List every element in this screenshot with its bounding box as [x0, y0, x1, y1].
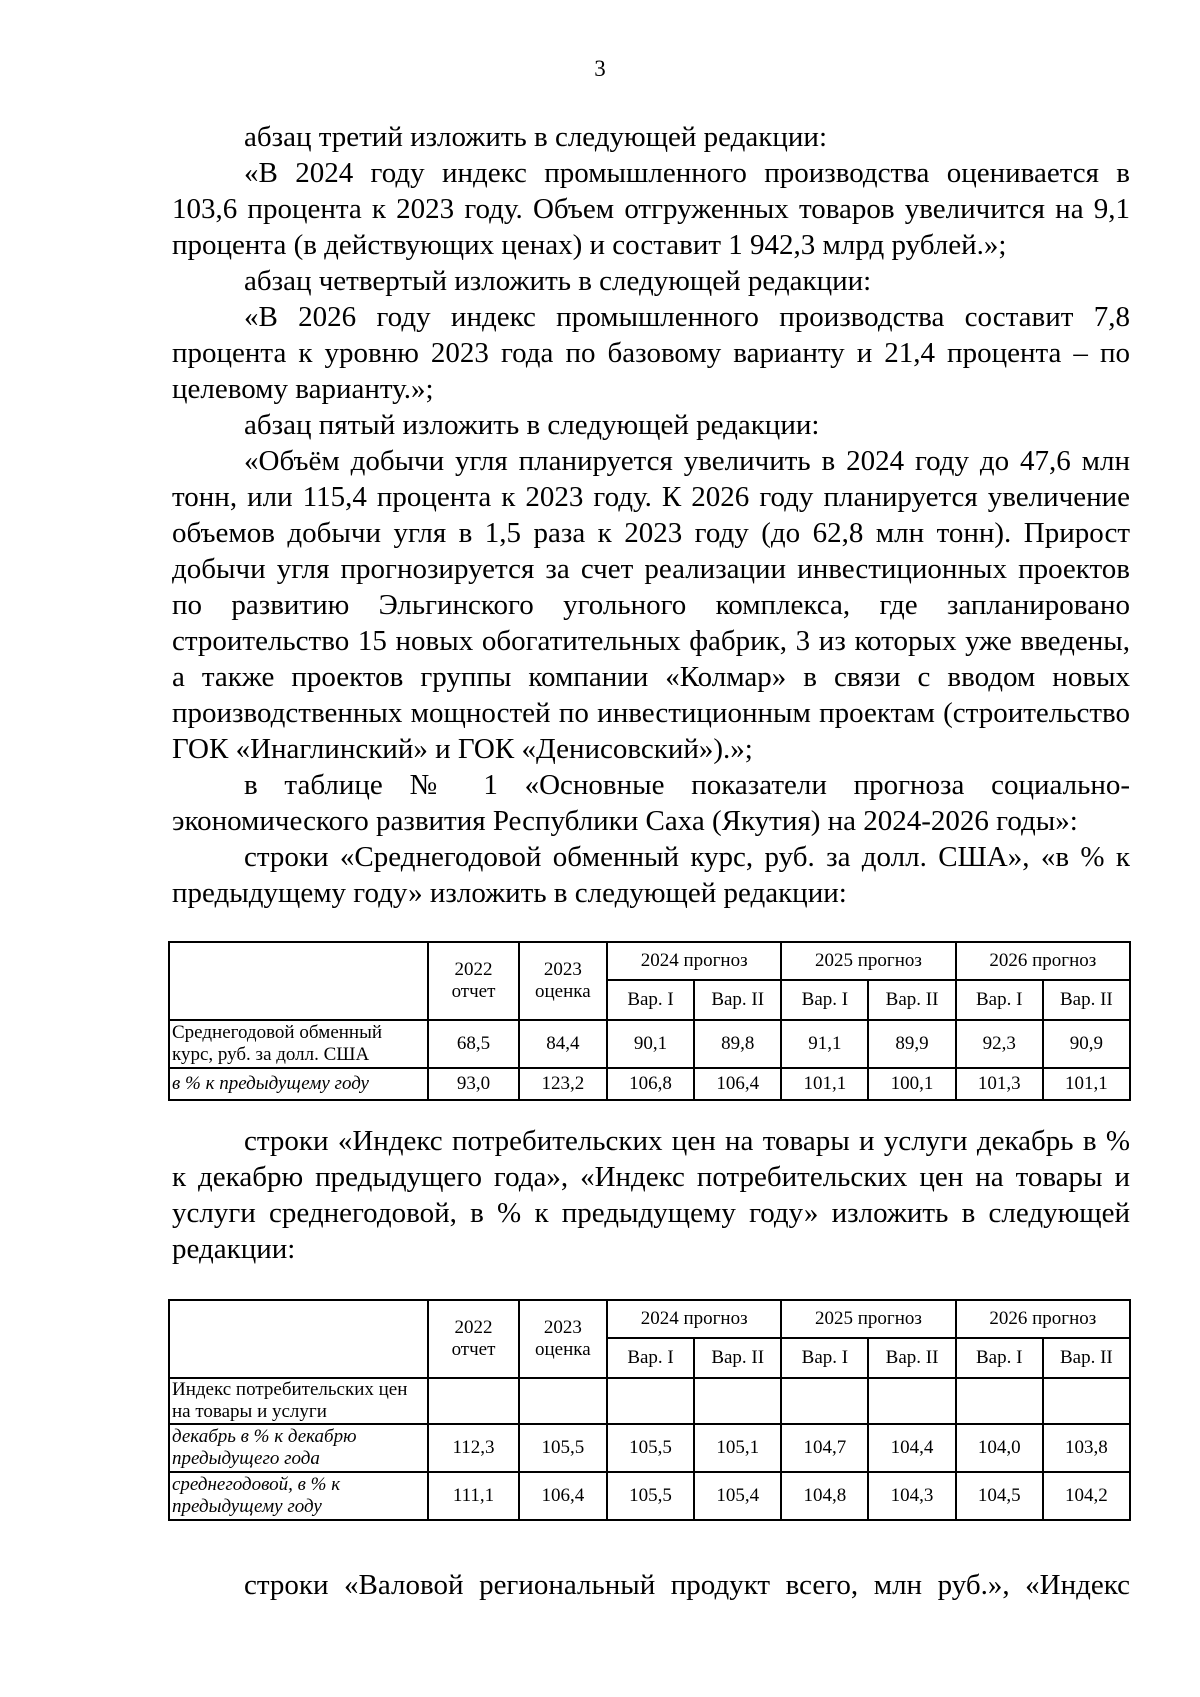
paragraph: абзац пятый изложить в следующей редакции: [244, 409, 820, 441]
header-variant-1: Вар. I [607, 1338, 694, 1378]
header-variant-1: Вар. I [607, 980, 694, 1020]
table-cell: 106,8 [607, 1068, 694, 1100]
table-row [169, 1020, 1130, 1068]
table-cell: 105,4 [694, 1472, 781, 1520]
page-number: 3 [594, 56, 606, 81]
header-empty-cell [169, 942, 428, 1020]
table-cell [868, 1378, 955, 1424]
paragraph: «В 2024 году индекс промышленного производства оценивается в 103,6 процента к 2023 году. Объем отгруженных товаров увеличится на 9,1 процента (в действующих ценах) и составит 1 942,3 млрд рублей.»; [172, 157, 1130, 261]
table-row [169, 1424, 1130, 1472]
body-text-top [172, 119, 1130, 911]
paragraph: «В 2026 году индекс промышленного производства составит 7,8 процента к уровню 2023 года по базовому варианту и 21,4 процента – по целевому варианту.»; [172, 301, 1130, 405]
paragraph: строки «Валовой региональный продукт всего, млн руб.», «Индекс [244, 1569, 1130, 1601]
table-cell: 101,3 [956, 1068, 1043, 1100]
table-cell: 104,7 [781, 1424, 868, 1472]
row-group-label: Индекс потребительских цен на товары и услуги [169, 1378, 428, 1424]
header-variant-1: Вар. I [781, 1338, 868, 1378]
table-cell: 91,1 [781, 1020, 868, 1068]
paragraph: в таблице № 1 «Основные показатели прогноза социально-экономического развития Республики Саха (Якутия) на 2024-2026 годы»: [172, 769, 1130, 837]
table-cell: 89,8 [694, 1020, 781, 1068]
table-cell: 106,4 [519, 1472, 607, 1520]
table-cell [694, 1378, 781, 1424]
table-cell: 105,5 [519, 1424, 607, 1472]
table-cell: 104,0 [956, 1424, 1043, 1472]
header-2022: 2022 отчет [428, 1300, 518, 1378]
table-cell: 68,5 [428, 1020, 518, 1068]
table-row [169, 1378, 1130, 1424]
paragraph: «Объём добычи угля планируется увеличить в 2024 году до 47,6 млн тонн, или 115,4 процента к 2023 году. К 2026 году планируется увеличение объемов добычи угля в 1,5 раза к 2023 году (до 62,8 млн тонн). Прирост добычи угля прогнозируется за счет реализации инвестиционных проектов по развитию Эльгинского угольного комплекса, где запланировано строительство 15 новых обогатительных фабрик, 3 из которых уже введены, а также проектов группы компании «Колмар» в связи с вводом новых производственных мощностей по инвестиционным проектам (строительство ГОК «Инаглинский» и ГОК «Денисовский»).»; [172, 445, 1130, 765]
table-cell [428, 1378, 518, 1424]
paragraph: строки «Среднегодовой обменный курс, руб. за долл. США», «в % к предыдущему году» изложить в следующей редакции: [172, 841, 1130, 909]
row-label: декабрь в % к декабрю предыдущего года [169, 1424, 428, 1472]
table-cell: 93,0 [428, 1068, 518, 1100]
header-2026-forecast: 2026 прогноз [956, 942, 1130, 980]
table-cell: 103,8 [1043, 1424, 1130, 1472]
exchange-rate-table [168, 941, 1131, 1101]
header-variant-1: Вар. I [956, 1338, 1043, 1378]
header-variant-2: Вар. II [868, 980, 955, 1020]
body-text-bottom [172, 1567, 1130, 1603]
table-cell: 112,3 [428, 1424, 518, 1472]
table-cell: 104,3 [868, 1472, 955, 1520]
table-cell: 105,5 [607, 1424, 694, 1472]
header-2026-forecast: 2026 прогноз [956, 1300, 1130, 1338]
body-text-middle [172, 1123, 1130, 1267]
table-row [169, 1068, 1130, 1100]
header-2023: 2023 оценка [519, 1300, 607, 1378]
table-row [169, 1472, 1130, 1520]
row-label: Среднегодовой обменный курс, руб. за долл. США [169, 1020, 428, 1068]
paragraph: строки «Индекс потребительских цен на товары и услуги декабрь в % к декабрю предыдущего года», «Индекс потребительских цен на товары и услуги среднегодовой, в % к предыдущему году» изложить в следующей редакции: [172, 1125, 1130, 1265]
table-cell: 84,4 [519, 1020, 607, 1068]
header-variant-2: Вар. II [1043, 1338, 1130, 1378]
table-cell: 105,1 [694, 1424, 781, 1472]
header-2023: 2023 оценка [519, 942, 607, 1020]
table-cell [1043, 1378, 1130, 1424]
table-cell [781, 1378, 868, 1424]
header-empty-cell [169, 1300, 428, 1378]
table-cell: 92,3 [956, 1020, 1043, 1068]
header-2024-forecast: 2024 прогноз [607, 942, 781, 980]
header-variant-2: Вар. II [1043, 980, 1130, 1020]
table-cell: 104,2 [1043, 1472, 1130, 1520]
header-variant-2: Вар. II [694, 1338, 781, 1378]
paragraph: абзац третий изложить в следующей редакции: [244, 121, 828, 153]
table-cell: 106,4 [694, 1068, 781, 1100]
table-cell: 90,1 [607, 1020, 694, 1068]
header-2025-forecast: 2025 прогноз [781, 942, 955, 980]
cpi-table [168, 1299, 1131, 1521]
table-cell [607, 1378, 694, 1424]
header-2025-forecast: 2025 прогноз [781, 1300, 955, 1338]
table-cell: 105,5 [607, 1472, 694, 1520]
table-cell: 123,2 [519, 1068, 607, 1100]
table-cell: 101,1 [781, 1068, 868, 1100]
table-cell: 104,5 [956, 1472, 1043, 1520]
header-variant-2: Вар. II [868, 1338, 955, 1378]
table-cell: 100,1 [868, 1068, 955, 1100]
header-variant-1: Вар. I [781, 980, 868, 1020]
header-2024-forecast: 2024 прогноз [607, 1300, 781, 1338]
row-label: среднегодовой, в % к предыдущему году [169, 1472, 428, 1520]
paragraph: абзац четвертый изложить в следующей редакции: [244, 265, 872, 297]
table-cell [956, 1378, 1043, 1424]
header-variant-2: Вар. II [694, 980, 781, 1020]
table-cell: 90,9 [1043, 1020, 1130, 1068]
row-label: в % к предыдущему году [169, 1068, 428, 1100]
table-cell: 104,4 [868, 1424, 955, 1472]
table-cell: 101,1 [1043, 1068, 1130, 1100]
table-cell: 104,8 [781, 1472, 868, 1520]
table-cell [519, 1378, 607, 1424]
header-2022: 2022 отчет [428, 942, 518, 1020]
table-cell: 111,1 [428, 1472, 518, 1520]
header-variant-1: Вар. I [956, 980, 1043, 1020]
table-cell: 89,9 [868, 1020, 955, 1068]
